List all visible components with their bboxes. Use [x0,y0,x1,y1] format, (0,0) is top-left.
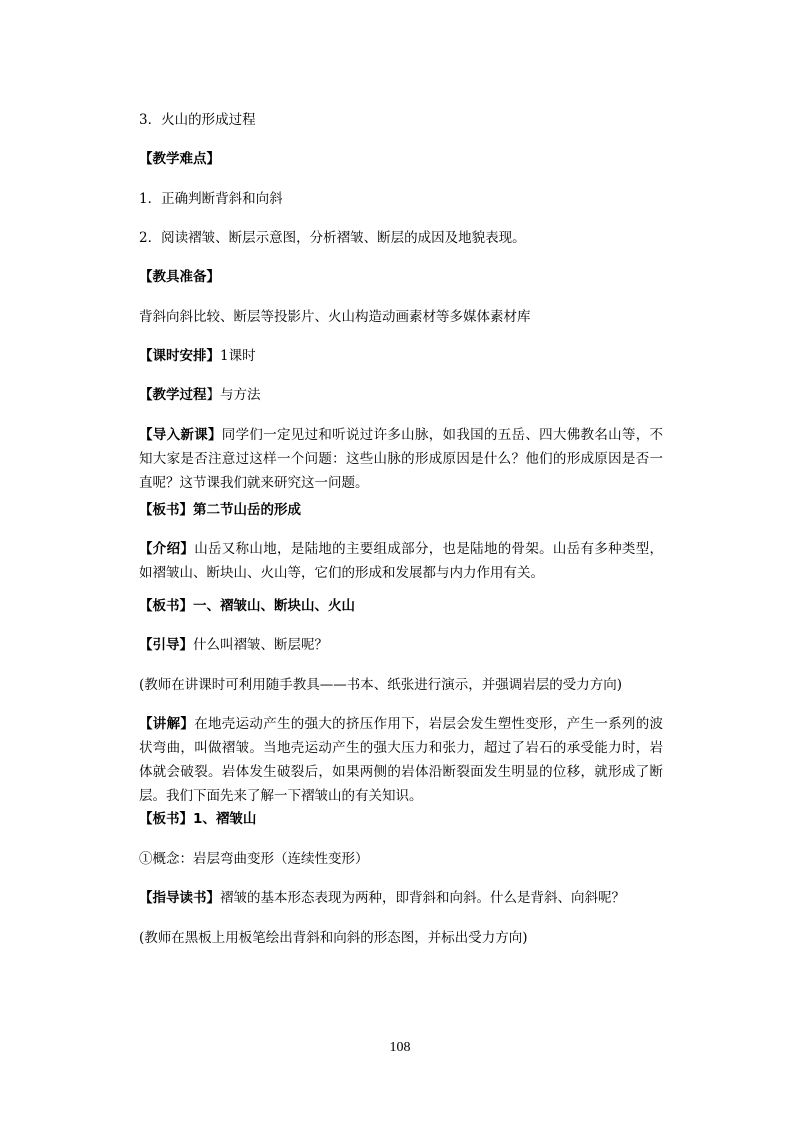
difficulty-item-1: 1．正确判断背斜和向斜 [139,191,283,207]
schedule-value: 1课时 [220,348,256,364]
teaching-process-heading [139,383,663,407]
concept-line: ①概念：岩层弯曲变形（连续性变形） [139,851,369,867]
board-fold-mountain: 【板书】1、褶皱山 [139,811,257,827]
reading-guide-paragraph [139,886,663,910]
guide-text: 什么叫褶皱、断层呢？ [193,637,328,653]
intro-text: 同学们一定见过和听说过许多山脉，如我国的五岳、四大佛教名山等，不知大家是否注意过这样一个问题：这些山脉的形成原因是什么？他们的形成原因是否一直呢？这节课我们就来研究这一问题。 [139,427,664,491]
explanation-label: 【讲解】 [139,716,195,732]
board-section-title: 【板书】第二节山岳的形成 [139,502,301,518]
intro-label: 【导入新课】 [139,427,222,443]
heading-teaching-difficulty: 【教学难点】 [139,151,220,167]
reading-guide-label: 【指导读书】 [139,890,220,906]
item-volcano-formation: 3．火山的形成过程 [139,112,256,128]
difficulty-item-2: 2．阅读褶皱、断层示意图，分析褶皱、断层的成因及地貌表现。 [139,230,526,246]
heading-teaching-tools: 【教具准备】 [139,269,220,285]
class-schedule [139,344,663,368]
introduction-text: 山岳又称山地，是陆地的主要组成部分，也是陆地的骨架。山岳有多种类型，如褶皱山、断块山、火山等，它们的形成和发展都与内力作用有关。 [139,541,664,581]
teacher-note-demo: (教师在讲课时可利用随手教具——书本、纸张进行演示，并强调岩层的受力方向) [139,677,623,693]
process-rest: 】与方法 [206,387,261,403]
explanation-text: 在地壳运动产生的强大的挤压作用下，岩层会发生塑性变形，产生一系列的波状弯曲，叫做褶皱。当地壳运动产生的强大压力和张力，超过了岩石的承受能力时，岩体就会破裂。岩体发生破裂后，如果两侧的岩体沿断裂面发生明显的位移，就形成了断层。我们下面先来了解一下褶皱山的有关知识。 [139,716,664,804]
schedule-label: 【课时安排】 [139,348,220,364]
explanation-paragraph [139,712,663,808]
page-number: 108 [389,1040,411,1055]
board-mountain-types: 【板书】一、褶皱山、断块山、火山 [139,598,355,614]
teacher-note-blackboard: (教师在黑板上用板笔绘出背斜和向斜的形态图，并标出受力方向) [139,930,528,946]
introduction-paragraph [139,537,663,585]
guide-paragraph [139,633,663,657]
teaching-tools-text: 背斜向斜比较、断层等投影片、火山构造动画素材等多媒体素材库 [139,309,531,325]
process-label: 【教学过程 [139,387,207,403]
guide-label: 【引导】 [139,637,193,653]
reading-guide-text: 褶皱的基本形态表现为两种，即背斜和向斜。什么是背斜、向斜呢？ [220,890,625,906]
intro-paragraph [139,423,663,495]
introduction-label: 【介绍】 [139,541,195,557]
